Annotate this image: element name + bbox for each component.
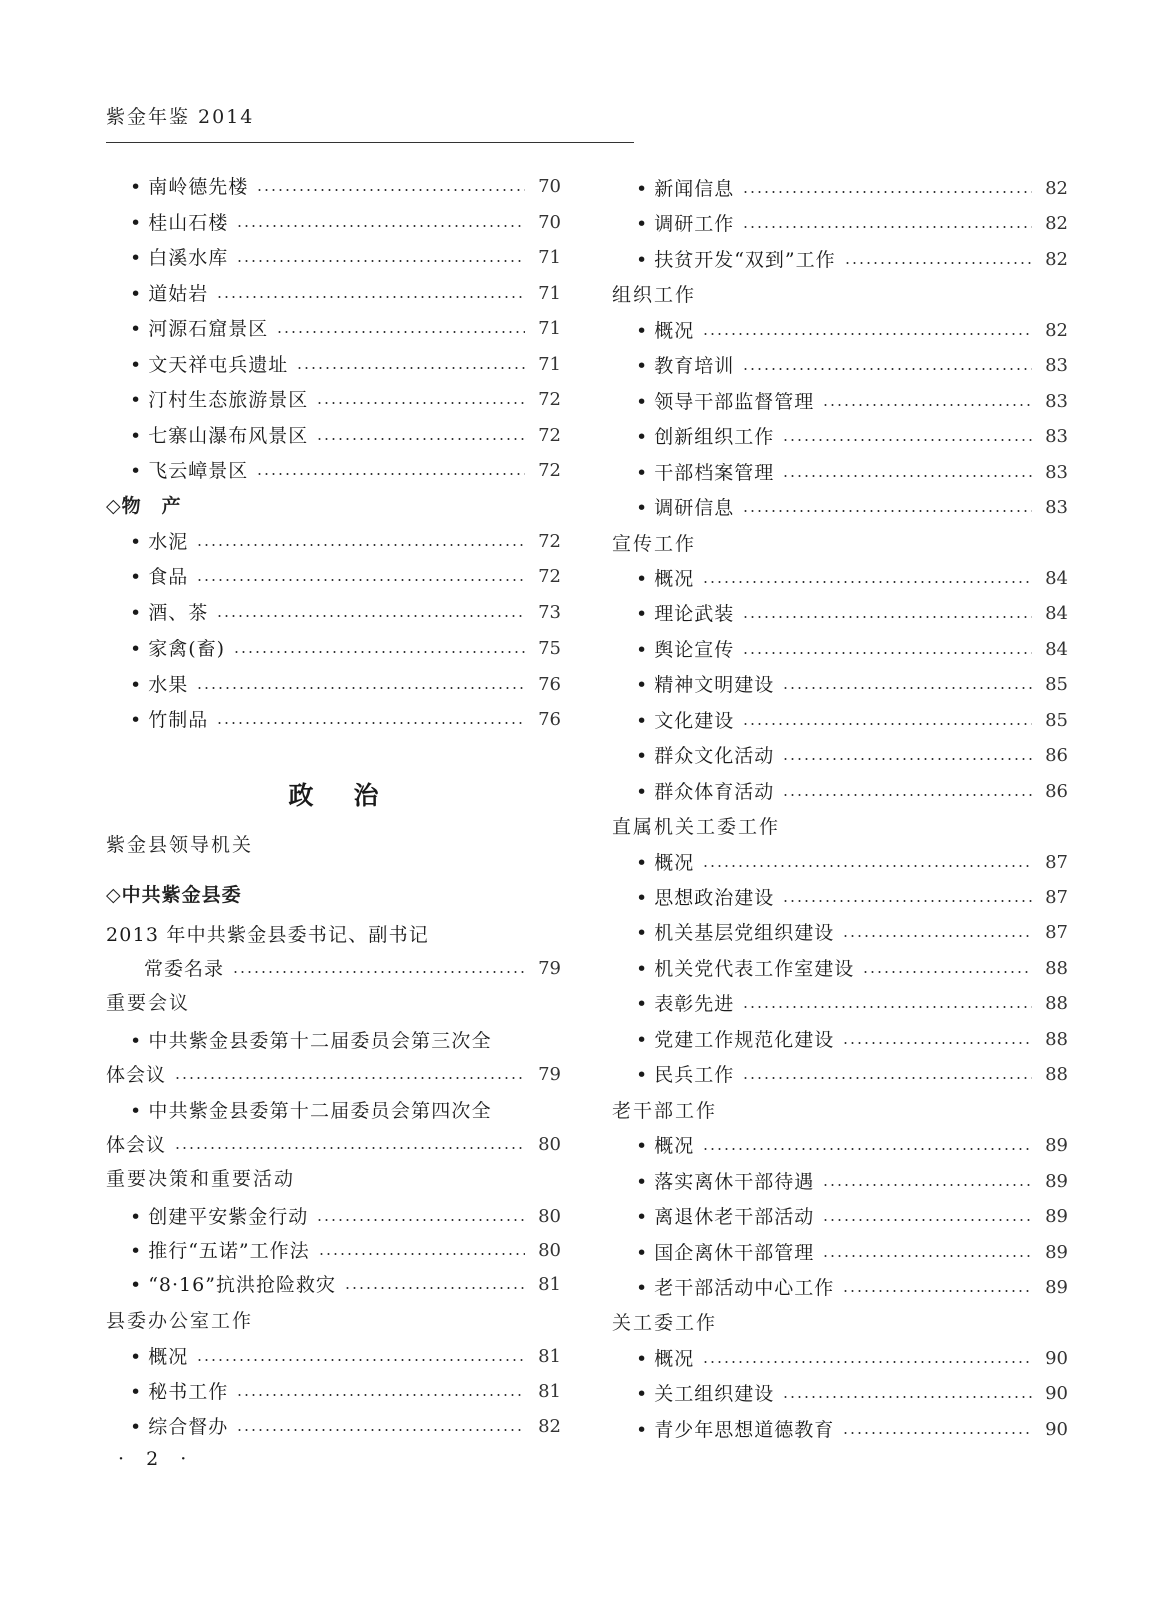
dot-leader	[822, 404, 1032, 406]
toc-entry	[106, 1342, 561, 1372]
toc-entry-page: 89	[1045, 1242, 1068, 1263]
toc-entry	[612, 1238, 1068, 1268]
dot-leader	[742, 510, 1032, 512]
dot-leader	[232, 971, 525, 973]
toc-entry-label: • 群众体育活动	[636, 777, 774, 807]
toc-entry-page: 72	[538, 425, 561, 446]
dot-leader	[782, 439, 1032, 441]
toc-entry-page: 89	[1045, 1277, 1068, 1298]
toc-subsection	[612, 1096, 1068, 1126]
toc-subsection	[612, 1308, 1068, 1338]
dot-leader	[216, 722, 525, 724]
toc-entry-label: • 扶贫开发“双到”工作	[636, 245, 836, 275]
toc-entry	[612, 1202, 1068, 1232]
toc-entry	[612, 351, 1068, 381]
toc-entry	[612, 777, 1068, 807]
toc-subsection-label: 宣传工作	[612, 533, 697, 555]
toc-entry-label: • 概况	[636, 316, 694, 346]
toc-entry-page: 82	[1045, 178, 1068, 199]
dot-leader	[316, 402, 525, 404]
toc-entry	[106, 385, 561, 415]
toc-entry-label: • 桂山石楼	[130, 208, 228, 238]
toc-entry-label: 体会议	[106, 1064, 167, 1086]
toc-entry-label: • 飞云嶂景区	[130, 456, 248, 486]
section-heading: 政治	[288, 781, 419, 810]
dot-leader	[276, 331, 525, 333]
toc-entry-label: • 道姑岩	[130, 279, 208, 309]
dot-leader	[782, 687, 1032, 689]
toc-entry	[106, 1270, 561, 1300]
toc-entry	[106, 350, 561, 380]
toc-entry-line	[106, 920, 561, 950]
toc-entry	[612, 1415, 1068, 1445]
dot-leader	[782, 1396, 1032, 1398]
toc-entry-label: • 综合督办	[130, 1412, 228, 1442]
toc-entry	[106, 1060, 561, 1090]
toc-entry-label: • 白溪水库	[130, 243, 228, 273]
dot-leader	[236, 225, 525, 227]
page-number: · 2 ·	[118, 1448, 195, 1470]
toc-entry-page: 83	[1045, 355, 1068, 376]
toc-major-section-label: ◇物 产	[106, 495, 182, 517]
toc-entry	[612, 1025, 1068, 1055]
dot-leader	[742, 226, 1032, 228]
toc-entry	[612, 1167, 1068, 1197]
toc-entry-page: 79	[538, 958, 561, 979]
dot-leader	[256, 189, 525, 191]
dot-leader	[318, 1253, 525, 1255]
toc-entry	[106, 1130, 561, 1160]
header-rule	[106, 142, 634, 143]
toc-entry	[612, 564, 1068, 594]
toc-entry-label: • 酒、茶	[130, 598, 208, 628]
toc-entry-label: • 国企离休干部管理	[636, 1238, 814, 1268]
toc-entry-page: 70	[538, 212, 561, 233]
toc-entry-label: • 思想政治建设	[636, 883, 774, 913]
toc-entry	[106, 456, 561, 486]
toc-entry-label: • 理论武装	[636, 599, 734, 629]
toc-entry-page: 82	[1045, 213, 1068, 234]
toc-entry	[612, 387, 1068, 417]
toc-entry-page: 87	[1045, 887, 1068, 908]
toc-entry-label: • 文天祥屯兵遗址	[130, 350, 288, 380]
toc-entry-page: 72	[538, 389, 561, 410]
toc-subsection-label: 紫金县领导机关	[106, 834, 254, 856]
toc-entry-page: 70	[538, 176, 561, 197]
dot-leader	[842, 1290, 1032, 1292]
toc-subsection	[106, 988, 561, 1018]
dot-leader	[316, 438, 525, 440]
toc-entry-page: 84	[1045, 568, 1068, 589]
toc-entry-page: 75	[538, 638, 561, 659]
toc-entry-page: 89	[1045, 1135, 1068, 1156]
dot-leader	[844, 262, 1032, 264]
toc-subsection-label: 关工委工作	[612, 1312, 718, 1334]
toc-major-section-label: ◇中共紫金县委	[106, 884, 242, 906]
dot-leader	[196, 1359, 525, 1361]
toc-entry-label: • 新闻信息	[636, 174, 734, 204]
toc-entry	[612, 635, 1068, 665]
toc-entry-page: 89	[1045, 1171, 1068, 1192]
toc-entry-page: 88	[1045, 958, 1068, 979]
toc-entry-label: • 汀村生态旅游景区	[130, 385, 308, 415]
toc-entry-wrapped	[106, 1096, 561, 1126]
toc-entry	[612, 848, 1068, 878]
toc-entry-label: • 表彰先进	[636, 989, 734, 1019]
toc-entry-label: • 群众文化活动	[636, 741, 774, 771]
toc-entry	[612, 989, 1068, 1019]
toc-entry-page: 73	[538, 602, 561, 623]
toc-entry	[612, 422, 1068, 452]
toc-entry-page: 87	[1045, 922, 1068, 943]
toc-entry	[612, 458, 1068, 488]
toc-subsection-label: 老干部工作	[612, 1100, 718, 1122]
toc-entry-label: • 调研工作	[636, 209, 734, 239]
toc-entry-page: 71	[538, 247, 561, 268]
toc-entry	[106, 279, 561, 309]
dot-leader	[316, 1219, 525, 1221]
toc-subsection	[106, 830, 561, 860]
toc-entry-label: • 落实离休干部待遇	[636, 1167, 814, 1197]
toc-entry	[106, 421, 561, 451]
toc-entry-label: • 概况	[636, 848, 694, 878]
toc-entry-label: • 概况	[636, 1344, 694, 1374]
toc-subsection	[612, 529, 1068, 559]
toc-entry	[106, 1412, 561, 1442]
toc-entry-page: 90	[1045, 1383, 1068, 1404]
toc-entry	[612, 954, 1068, 984]
dot-leader	[344, 1287, 525, 1289]
toc-entry-label: • 机关基层党组织建设	[636, 918, 834, 948]
toc-entry-page: 81	[538, 1346, 561, 1367]
toc-entry-label: • 水泥	[130, 527, 188, 557]
toc-entry-label: • 调研信息	[636, 493, 734, 523]
toc-entry-label: • 河源石窟景区	[130, 314, 268, 344]
toc-entry-label: • 推行“五诺”工作法	[130, 1236, 310, 1266]
toc-entry	[612, 174, 1068, 204]
toc-entry-label: • 教育培训	[636, 351, 734, 381]
dot-leader	[196, 544, 525, 546]
toc-entry-page: 76	[538, 674, 561, 695]
toc-entry-label: • 七寨山瀑布风景区	[130, 421, 308, 451]
toc-entry	[612, 493, 1068, 523]
dot-leader	[702, 865, 1032, 867]
dot-leader	[742, 368, 1032, 370]
toc-entry-page: 71	[538, 318, 561, 339]
toc-entry	[106, 1236, 561, 1266]
toc-entry-wrapped	[106, 1026, 561, 1056]
toc-entry-label: • 文化建设	[636, 706, 734, 736]
toc-entry-page: 72	[538, 460, 561, 481]
dot-leader	[236, 1394, 525, 1396]
dot-leader	[842, 1042, 1032, 1044]
dot-leader	[174, 1077, 525, 1079]
toc-entry	[106, 954, 561, 984]
toc-entry	[612, 209, 1068, 239]
toc-entry-label: • 概况	[130, 1342, 188, 1372]
toc-entry	[106, 670, 561, 700]
dot-leader	[742, 1077, 1032, 1079]
toc-entry-page: 81	[538, 1274, 561, 1295]
dot-leader	[296, 367, 525, 369]
toc-entry	[612, 245, 1068, 275]
toc-entry-label: • 家禽(畜)	[130, 634, 225, 664]
toc-entry-page: 90	[1045, 1419, 1068, 1440]
dot-leader	[742, 616, 1032, 618]
toc-entry	[612, 670, 1068, 700]
dot-leader	[782, 794, 1032, 796]
toc-entry-label: • 领导干部监督管理	[636, 387, 814, 417]
toc-entry-label: • 关工组织建设	[636, 1379, 774, 1409]
toc-entry	[106, 527, 561, 557]
dot-leader	[174, 1147, 525, 1149]
toc-entry	[106, 1202, 561, 1232]
toc-entry-page: 88	[1045, 1064, 1068, 1085]
toc-entry-page: 80	[538, 1134, 561, 1155]
toc-entry-label: • 创新组织工作	[636, 422, 774, 452]
toc-entry-label: • 食品	[130, 562, 188, 592]
toc-major-section	[106, 880, 561, 910]
toc-entry-page: 85	[1045, 674, 1068, 695]
toc-entry-page: 72	[538, 531, 561, 552]
toc-subsection	[106, 1306, 561, 1336]
running-header-title: 紫金年鉴 2014	[106, 106, 255, 128]
toc-subsection-label: 组织工作	[612, 284, 697, 306]
toc-subsection-label: 直属机关工委工作	[612, 816, 781, 838]
toc-entry	[106, 634, 561, 664]
toc-entry-page: 88	[1045, 1029, 1068, 1050]
toc-entry-page: 83	[1045, 391, 1068, 412]
toc-subsection-label: 重要会议	[106, 992, 191, 1014]
toc-entry-page: 89	[1045, 1206, 1068, 1227]
toc-entry	[106, 243, 561, 273]
toc-entry-label: • 中共紫金县委第十二届委员会第三次全	[106, 1030, 492, 1052]
toc-entry-page: 81	[538, 1381, 561, 1402]
toc-entry	[106, 705, 561, 735]
dot-leader	[742, 191, 1032, 193]
toc-entry-page: 86	[1045, 745, 1068, 766]
dot-leader	[236, 260, 525, 262]
toc-entry-page: 76	[538, 709, 561, 730]
dot-leader	[216, 296, 525, 298]
dot-leader	[256, 473, 525, 475]
toc-entry-label: • 竹制品	[130, 705, 208, 735]
toc-entry	[106, 598, 561, 628]
toc-entry-page: 85	[1045, 710, 1068, 731]
toc-entry-page: 87	[1045, 852, 1068, 873]
toc-entry-label: • 离退休老干部活动	[636, 1202, 814, 1232]
toc-entry-label: • 民兵工作	[636, 1060, 734, 1090]
toc-entry-label: • 秘书工作	[130, 1377, 228, 1407]
toc-entry-page: 71	[538, 283, 561, 304]
toc-entry-page: 84	[1045, 603, 1068, 624]
toc-entry	[612, 599, 1068, 629]
toc-entry-label: • 中共紫金县委第十二届委员会第四次全	[106, 1100, 492, 1122]
toc-entry-label: 2013 年中共紫金县委书记、副书记	[106, 924, 429, 946]
toc-entry-page: 86	[1045, 781, 1068, 802]
dot-leader	[842, 1432, 1032, 1434]
toc-entry-page: 72	[538, 566, 561, 587]
toc-entry-page: 82	[1045, 320, 1068, 341]
toc-entry	[106, 314, 561, 344]
toc-entry	[612, 1344, 1068, 1374]
toc-entry	[612, 883, 1068, 913]
toc-entry-label: 常委名录	[144, 958, 225, 980]
dot-leader	[822, 1255, 1032, 1257]
toc-entry-page: 83	[1045, 462, 1068, 483]
toc-entry-label: • 创建平安紫金行动	[130, 1202, 308, 1232]
toc-entry	[612, 1060, 1068, 1090]
toc-entry-page: 82	[538, 1416, 561, 1437]
toc-entry-label: • 干部档案管理	[636, 458, 774, 488]
toc-subsection	[612, 280, 1068, 310]
toc-entry-page: 79	[538, 1064, 561, 1085]
toc-entry	[106, 208, 561, 238]
toc-subsection	[612, 812, 1068, 842]
toc-entry-label: • 概况	[636, 1131, 694, 1161]
toc-major-section	[106, 491, 561, 521]
dot-leader	[233, 651, 525, 653]
dot-leader	[702, 1361, 1032, 1363]
toc-entry-label: • “8·16”抗洪抢险救灾	[130, 1270, 336, 1300]
dot-leader	[822, 1219, 1032, 1221]
dot-leader	[702, 333, 1032, 335]
dot-leader	[862, 971, 1032, 973]
dot-leader	[236, 1429, 525, 1431]
toc-entry	[106, 562, 561, 592]
toc-entry-page: 83	[1045, 497, 1068, 518]
toc-entry	[612, 706, 1068, 736]
toc-subsection-label: 重要决策和重要活动	[106, 1168, 296, 1190]
dot-leader	[842, 935, 1032, 937]
toc-entry	[106, 1377, 561, 1407]
dot-leader	[702, 581, 1032, 583]
toc-entry-label: • 青少年思想道德教育	[636, 1415, 834, 1445]
dot-leader	[782, 758, 1032, 760]
toc-entry-page: 83	[1045, 426, 1068, 447]
toc-entry-page: 71	[538, 354, 561, 375]
toc-entry-page: 84	[1045, 639, 1068, 660]
dot-leader	[742, 1006, 1032, 1008]
toc-entry-label: • 老干部活动中心工作	[636, 1273, 834, 1303]
dot-leader	[742, 652, 1032, 654]
toc-entry	[612, 741, 1068, 771]
toc-entry-page: 82	[1045, 249, 1068, 270]
toc-entry-label: • 南岭德先楼	[130, 172, 248, 202]
toc-entry-page: 80	[538, 1240, 561, 1261]
toc-entry-page: 90	[1045, 1348, 1068, 1369]
toc-subsection-label: 县委办公室工作	[106, 1310, 254, 1332]
toc-entry-label: • 党建工作规范化建设	[636, 1025, 834, 1055]
toc-entry-label: • 概况	[636, 564, 694, 594]
dot-leader	[782, 475, 1032, 477]
toc-entry-label: • 机关党代表工作室建设	[636, 954, 854, 984]
toc-entry-label: • 精神文明建设	[636, 670, 774, 700]
toc-entry-label: • 舆论宣传	[636, 635, 734, 665]
dot-leader	[782, 900, 1032, 902]
toc-entry	[612, 1273, 1068, 1303]
dot-leader	[216, 615, 525, 617]
dot-leader	[742, 723, 1032, 725]
dot-leader	[196, 687, 525, 689]
toc-entry-page: 88	[1045, 993, 1068, 1014]
toc-entry-label: 体会议	[106, 1134, 167, 1156]
toc-entry	[612, 918, 1068, 948]
toc-entry	[612, 1131, 1068, 1161]
toc-entry-label: • 水果	[130, 670, 188, 700]
toc-entry-page: 80	[538, 1206, 561, 1227]
toc-entry	[106, 172, 561, 202]
toc-entry	[612, 1379, 1068, 1409]
toc-subsection	[106, 1164, 561, 1194]
dot-leader	[196, 579, 525, 581]
dot-leader	[822, 1184, 1032, 1186]
dot-leader	[702, 1148, 1032, 1150]
toc-entry	[612, 316, 1068, 346]
